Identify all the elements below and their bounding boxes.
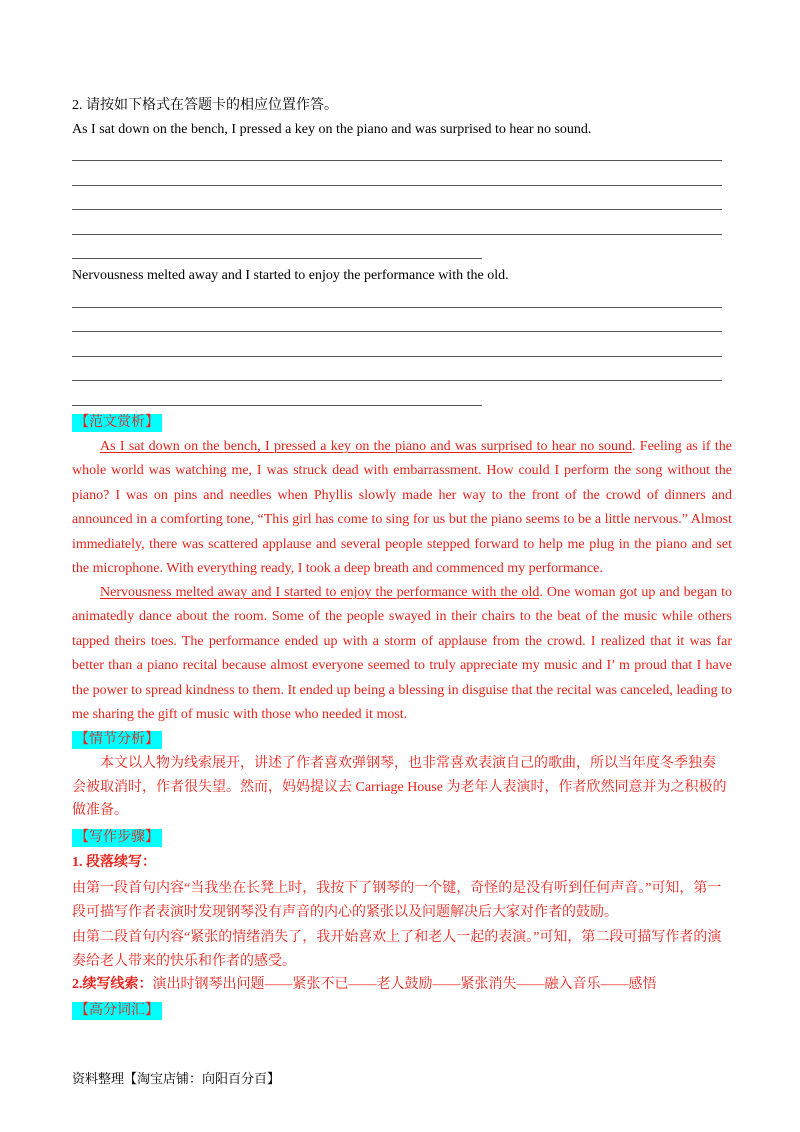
writing-line xyxy=(72,209,722,210)
writing-line xyxy=(72,380,722,381)
task-instruction: 2. 请按如下格式在答题卡的相应位置作答。 xyxy=(72,98,338,113)
section-label-plot: 【情节分析】 xyxy=(72,731,162,749)
step-2-clue xyxy=(72,975,657,995)
model-paragraph-2 xyxy=(72,581,732,727)
plot-analysis-text: 本文以人物为线索展开，讲述了作者喜欢弹钢琴，也非常喜欢表演自己的歌曲，所以当年度冬季独奏会被取消时，作者很失望。然而，妈妈提议去 Carriage House 为老年人表演时，作者欣然同意并为之积极的做准备。 xyxy=(72,756,727,818)
paragraph-1-opening: As I sat down on the bench, I pressed a key on the piano and was surprised to hear no sound xyxy=(100,439,632,454)
step-1-paragraph-1-note: 由第一段首句内容“当我坐在长凳上时，我按下了钢琴的一个键，奇怪的是没有听到任何声音。”可知，第一段可描写作者表演时发现钢琴没有声音的内心的紧张以及问题解决后大家对作者的鼓励。 xyxy=(72,881,722,920)
step-1-heading: 1. 段落续写： xyxy=(72,855,156,870)
writing-line xyxy=(72,405,482,406)
paragraph-1-body: . Feeling as if the whole world was watching me, I was struck dead with embarrassment. How could I perform the song without the piano? I was on pins and needles when Phyllis slowly made her way to the front of the crowd of dinners and announced in a comforting tone, “This girl has come to sing for us but the piano seems to be a little nervous.” Almost immediately, there was scattered applause and several people stepped forward to help me plug in the piano and set the microphone. With everything ready, I took a deep breath and commenced my performance. xyxy=(72,439,733,577)
paragraph-2-opening: Nervousness melted away and I started to enjoy the performance with the old xyxy=(100,585,540,600)
step-2-clue-text: 演出时钢琴出问题——紧张不已——老人鼓励——紧张消失——融入音乐——感悟 xyxy=(152,977,657,992)
step-2-heading: 2.续写线索： xyxy=(72,977,153,992)
prompt-sentence-2: Nervousness melted away and I started to enjoy the performance with the old. xyxy=(72,268,509,283)
writing-line xyxy=(72,185,722,186)
writing-line xyxy=(72,258,482,259)
writing-line xyxy=(72,307,722,308)
paragraph-2-body: . One woman got up and began to animatedly dance about the room. Some of the people swayed in their chairs to the beat of the music while others tapped theirs toes. The performance ended up with a storm of applause from the crowd. I realized that it was far better than a piano recital because almost everyone seemed to truly appreciate my music and I’ m proud that I have the power to spread kindness to them. It ended up being a blessing in disguise that the recital was canceled, leading to me sharing the gift of music with those who needed it most. xyxy=(72,585,732,723)
step-1-paragraph-2-note: 由第二段首句内容“紧张的情绪消失了，我开始喜欢上了和老人一起的表演。”可知，第二段可描写作者的演奏给老人带来的快乐和作者的感受。 xyxy=(72,930,722,969)
writing-line xyxy=(72,234,722,235)
writing-line xyxy=(72,356,722,357)
section-label-vocab: 【高分词汇】 xyxy=(72,1002,162,1020)
model-paragraph-1 xyxy=(72,435,732,581)
section-label-steps: 【写作步骤】 xyxy=(72,829,162,847)
section-label-model: 【范文赏析】 xyxy=(72,414,162,432)
prompt-sentence-1: As I sat down on the bench, I pressed a key on the piano and was surprised to hear no sound. xyxy=(72,122,592,137)
writing-line xyxy=(72,160,722,161)
writing-line xyxy=(72,331,722,332)
footer-note: 资料整理【淘宝店铺：向阳百分百】 xyxy=(72,1071,281,1086)
